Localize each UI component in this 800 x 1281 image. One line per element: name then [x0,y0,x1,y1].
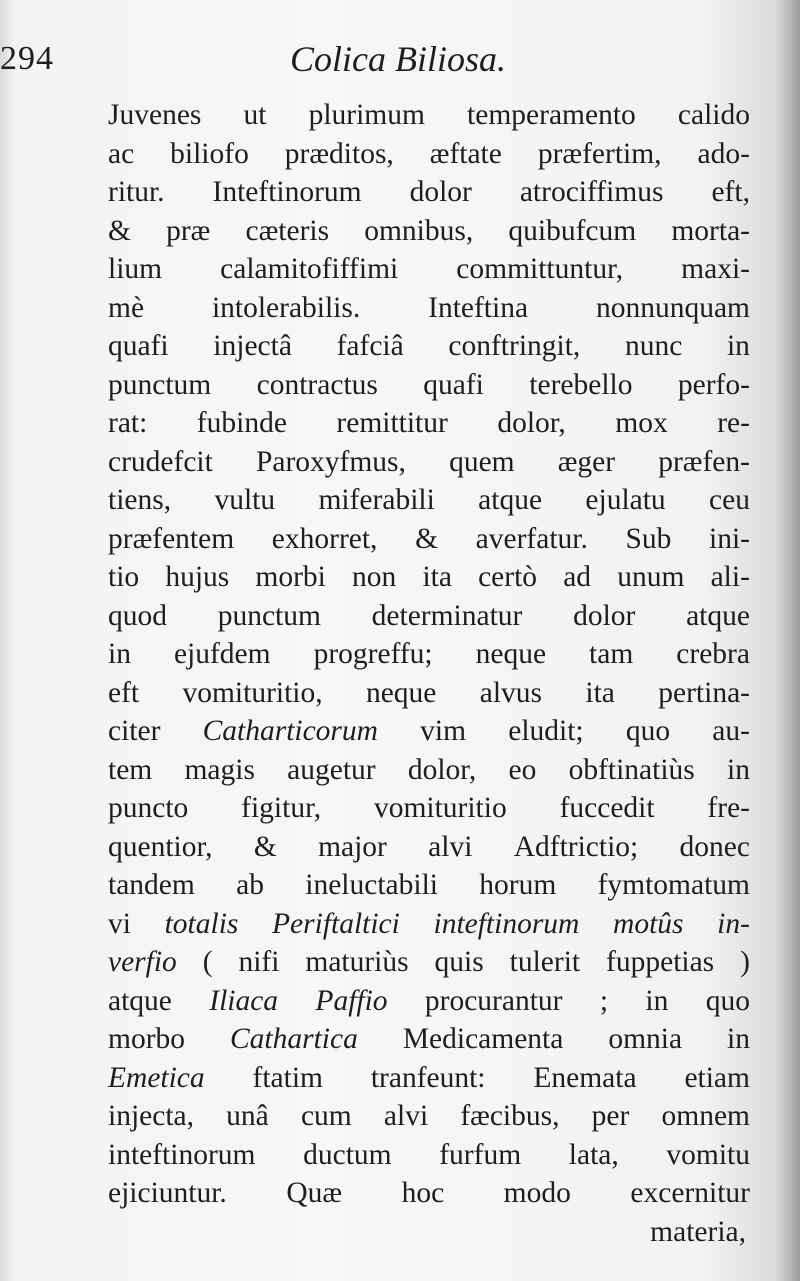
word: unâ [226,1100,269,1132]
word: terebello [529,368,633,401]
word: ac [108,137,135,170]
text-line [108,366,750,405]
word: augetur [287,753,376,786]
word: motûs [613,907,684,940]
text-line [108,943,750,982]
word: quod [108,599,167,632]
word: injecta, [108,1100,194,1132]
word: pertina- [658,676,750,709]
word: Emetica [108,1061,205,1094]
word: nonnunquam [595,291,750,324]
word: in [727,1023,750,1055]
word: tranfeunt: [370,1061,486,1094]
text-line [108,597,750,636]
word: intolerabilis. [211,291,361,324]
word: eludit; [508,715,584,747]
word: in [108,638,131,670]
word: etiam [684,1061,750,1094]
word: præfertim, [537,137,662,170]
word: remittitur [336,407,448,439]
word: præfen- [658,445,750,478]
word: calamitofiffimi [220,253,399,285]
word: vim [420,715,467,747]
word: per [591,1100,630,1132]
word: vomituritio [373,792,507,824]
word: cum [300,1100,352,1132]
word: Periftaltici [272,907,400,940]
word: miferabili [318,484,435,516]
word: donec [679,830,750,863]
text-line [108,212,750,251]
text-line [108,905,750,944]
word: Iliaca [209,984,279,1017]
word: ab [236,869,264,901]
word: ftatim [252,1061,323,1094]
word: ceu [709,484,750,516]
text-line [108,751,750,790]
word: ineluctabili [305,869,438,901]
word: vomituritio, [182,676,323,709]
word: inteftinorum [108,1138,256,1171]
word: & [415,522,439,555]
word: crudefcit [108,445,213,478]
word: Juvenes [108,99,202,131]
word: progreffu; [313,638,433,670]
word: tem [108,753,153,786]
word: fæcibus, [460,1100,560,1132]
word: unum [617,561,685,593]
word: atque [686,599,750,632]
word: in [645,984,669,1017]
word: non [352,561,397,593]
word: tulerit [509,946,581,978]
word: fuppetias [606,946,715,978]
word: obftinatiùs [568,753,695,786]
word: morbi [255,561,326,593]
text-line [108,828,750,867]
word: punctum [108,368,212,401]
word: ita [585,676,615,709]
word: in- [717,907,750,940]
word: atque [478,484,543,516]
word: furfum [439,1138,522,1171]
word: figitur, [241,792,322,824]
word: tandem [108,869,195,901]
text-line [108,96,750,135]
word: omnia [608,1023,683,1055]
word: totalis [164,907,239,940]
text-line [108,558,750,597]
word: maturiùs [305,946,409,978]
word: neque [475,638,547,670]
word: Adftrictio; [513,830,639,863]
word: punctum [217,599,321,632]
word: quibufcum [508,214,637,247]
word: quafi [423,368,484,401]
word: Medicamenta [402,1023,564,1055]
word: ejufdem [173,638,271,670]
word: mè [108,291,145,324]
word: præditos, [284,137,394,170]
word: alvus [479,676,543,709]
text-line [108,327,750,366]
word: ritur. [108,176,165,208]
word: dolor [573,599,636,632]
word: lata, [568,1138,619,1171]
word: Paffio [315,984,388,1017]
word: ) [740,946,750,978]
text-line [108,866,750,905]
word: Inteftinorum [212,176,362,208]
word: hujus [165,561,230,593]
word: dolor, [407,753,477,786]
word: excernitur [630,1177,750,1209]
word: dolor, [497,407,566,439]
word: Cathartica [230,1023,358,1055]
word: fafciâ [336,330,404,362]
text-line [108,1174,750,1213]
word: perfo- [677,368,750,401]
word: eft, [711,176,750,208]
word: major [318,830,387,863]
word: ita [422,561,452,593]
text-line [108,481,750,520]
word: omnem [661,1100,750,1132]
word: exhorret, [271,522,378,555]
word: maxi- [681,253,750,285]
word: contractus [256,368,378,401]
text-line [108,712,750,751]
word: injectâ [213,330,292,362]
text-line [108,1059,750,1098]
word: alvi [428,830,473,863]
text-line [108,289,750,328]
page-number: 294 [0,40,54,77]
word: quentior, [108,830,213,863]
word: ; [599,984,609,1017]
word: morta- [671,214,750,247]
word: ali- [710,561,750,593]
word: quafi [108,330,169,362]
word: in [726,330,750,362]
word: quo [625,715,671,747]
word: vi [108,907,131,940]
word: dolor [409,176,472,208]
word: eo [508,753,537,786]
word: nifi [238,946,280,978]
word: præfentem [108,522,235,555]
text-line [108,173,750,212]
word: rat: [108,407,148,439]
word: determinatur [371,599,523,632]
word: ejiciuntur. [108,1177,227,1209]
word: inteftinorum [433,907,580,940]
word: Paroxyfmus, [255,445,406,478]
word: puncto [108,792,189,824]
word: certò [478,561,538,593]
word: plurimum [308,99,425,131]
word: fre- [707,792,750,824]
word: vomitu [666,1138,750,1171]
word: ut [243,99,267,131]
word: tio [108,561,140,593]
word: quis [434,946,484,978]
word: ductum [303,1138,392,1171]
word: & [253,830,277,863]
text-line [108,674,750,713]
word: verfio [108,946,177,978]
text-line [108,1136,750,1175]
word: fubinde [196,407,287,439]
catchword: materia, [650,1215,746,1248]
word: fuccedit [559,792,655,824]
word: tiens, [108,484,172,516]
word: horum [479,869,557,901]
word: biliofo [170,137,249,170]
text-line [108,135,750,174]
word: hoc [401,1177,445,1209]
word: Enemata [533,1061,637,1094]
word: omnibus, [364,214,474,247]
word: ( [202,946,213,978]
word: in [727,753,750,786]
word: & [108,214,131,247]
word: averfatur. [475,522,588,555]
word: fymtomatum [597,869,750,901]
word: crebra [676,638,750,670]
word: calido [677,99,750,131]
word: committuntur, [456,253,624,285]
body-text [108,96,750,1251]
word: tam [589,638,634,670]
word: conftringit, [448,330,581,362]
word: atque [108,984,172,1017]
word: quo [705,984,750,1017]
word: citer [108,715,161,747]
word: modo [503,1177,571,1209]
word: au- [712,715,750,747]
word: re- [717,407,750,439]
word: alvi [383,1100,429,1132]
text-line [108,635,750,674]
word: præ [166,214,211,247]
word: Catharticorum [202,715,378,747]
running-head: Colica Biliosa. [290,39,506,79]
word: magis [184,753,255,786]
word: Sub [625,522,672,555]
text-line [108,1097,750,1136]
word: vultu [214,484,276,516]
text-line [108,250,750,289]
text-line [108,1020,750,1059]
text-line [108,520,750,559]
word: procurantur [424,984,563,1017]
word: lium [108,253,163,285]
catchword-row [108,1213,750,1252]
word: nunc [624,330,683,362]
word: cæteris [245,214,330,247]
word: æger [557,445,616,478]
word: æftate [429,137,502,170]
text-line [108,982,750,1021]
word: atrociffimus [519,176,664,208]
word: ini- [709,522,750,555]
word: ejulatu [585,484,666,516]
text-line [108,404,750,443]
word: eft [108,676,140,709]
word: quem [449,445,515,478]
word: ado- [697,137,750,170]
word: neque [365,676,437,709]
word: mox [615,407,668,439]
word: Quæ [286,1177,343,1209]
text-line [108,443,750,482]
word: morbo [108,1023,186,1055]
word: Inteftina [428,291,529,324]
word: ad [563,561,592,593]
text-line [108,789,750,828]
word: temperamento [467,99,636,131]
